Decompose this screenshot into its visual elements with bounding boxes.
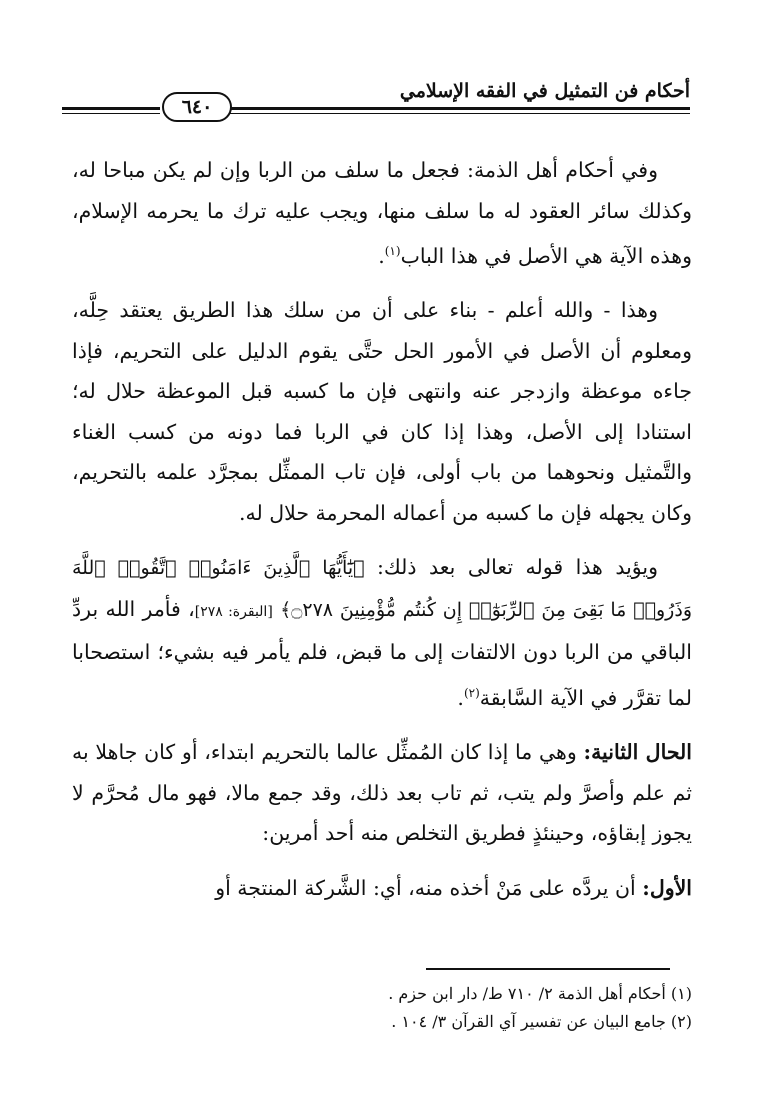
paragraph-3-end: . bbox=[457, 685, 464, 710]
header-rule-thick bbox=[230, 107, 690, 110]
paragraph-1-end: . bbox=[378, 243, 385, 268]
running-title: أحكام فن التمثيل في الفقه الإسلامي bbox=[399, 80, 690, 102]
paragraph-4-text: وهي ما إذا كان المُمثِّل عالما بالتحريم ابتداء، أو كان جاهلا به ثم علم وأصرَّ ولم يتب، ثم تاب بعد ذلك، وقد جمع مالا، فهو مال مُحرَّم لا يجوز إبقاؤه، وحينئذٍ فطريق التخلص منه أحد أمرين: bbox=[72, 740, 692, 846]
paragraph-1 bbox=[72, 150, 692, 276]
footnote-marker-2: (٢) bbox=[463, 685, 480, 700]
footnotes bbox=[72, 980, 692, 1036]
footnote-2: (٢) جامع البيان عن تفسير آي القرآن ٣/ ١٠٤ . bbox=[391, 1012, 692, 1031]
paragraph-3-start: ويؤيد هذا قوله تعالى بعد ذلك: bbox=[377, 555, 658, 580]
main-text bbox=[72, 150, 692, 922]
quran-verse: ﴿يَٰٓأَيُّهَا ٱلَّذِينَ ءَامَنُوا۟ ٱتَّقُوا۟ ٱللَّهَ وَذَرُوا۟ مَا بَقِىَ مِنَ ٱلرِّبَوٰٓا۟ إِن كُنتُم مُّؤْمِنِينَ ۝٢٧٨﴾ bbox=[72, 557, 692, 621]
footnote-separator bbox=[426, 968, 670, 970]
page-header bbox=[62, 80, 690, 130]
paragraph-5-text: أن يردَّه على مَنْ أخذه منه، أي: الشَّركة المنتجة أو bbox=[215, 875, 643, 900]
footnote-marker-1: (١) bbox=[384, 244, 401, 258]
verse-reference: [البقرة: ٢٧٨] bbox=[194, 603, 273, 620]
header-rule-thin bbox=[230, 113, 690, 114]
footnote-1: (١) أحكام أهل الذمة ٢/ ٧١٠ ط/ دار ابن حزم . bbox=[388, 984, 692, 1003]
paragraph-4 bbox=[72, 732, 692, 854]
paragraph-1-text: وفي أحكام أهل الذمة: فجعل ما سلف من الربا وإن لم يكن مباحا له، وكذلك سائر العقود له ما سلف منها، ويجب عليه ترك ما يحرمه الإسلام، وهذه الآية هي الأصل في هذا الباب bbox=[72, 158, 692, 268]
section-lead-second-case: الحال الثانية: bbox=[583, 740, 692, 765]
paragraph-2: وهذا - والله أعلم - بناء على أن من سلك هذا الطريق يعتقد حِلَّه، ومعلوم أن الأصل في الأمور الحل حتَّى يقوم الدليل على التحريم، فإذا جاءه موعظة وازدجر عنه وانتهى فإن ما كسبه قبل الموعظة حلال له؛ استنادا إلى الأصل، وهذا إذا كان في الربا فما دونه من كسب الغناء والتَّمثيل ونحوهما من باب أولى، فإن تاب الممثِّل بمجرَّد علمه بالتحريم، وكان يجهله فإن ما كسبه من أعماله المحرمة حلال له. bbox=[72, 298, 692, 525]
paragraph-3-rest: ، فأمر الله بردِّ الباقي من الربا دون الالتفات إلى ما قبض، فلم يأمر فيه بشيء؛ استصحابا لما تقرَّر في الآية السَّابقة bbox=[72, 596, 692, 710]
page-number: ٦٤٠ bbox=[162, 92, 232, 122]
header-rule-left-thin bbox=[62, 113, 160, 114]
paragraph-3 bbox=[72, 547, 692, 718]
section-lead-first: الأول: bbox=[642, 875, 692, 900]
header-rule-left-thick bbox=[62, 107, 160, 110]
paragraph-5 bbox=[72, 868, 692, 909]
